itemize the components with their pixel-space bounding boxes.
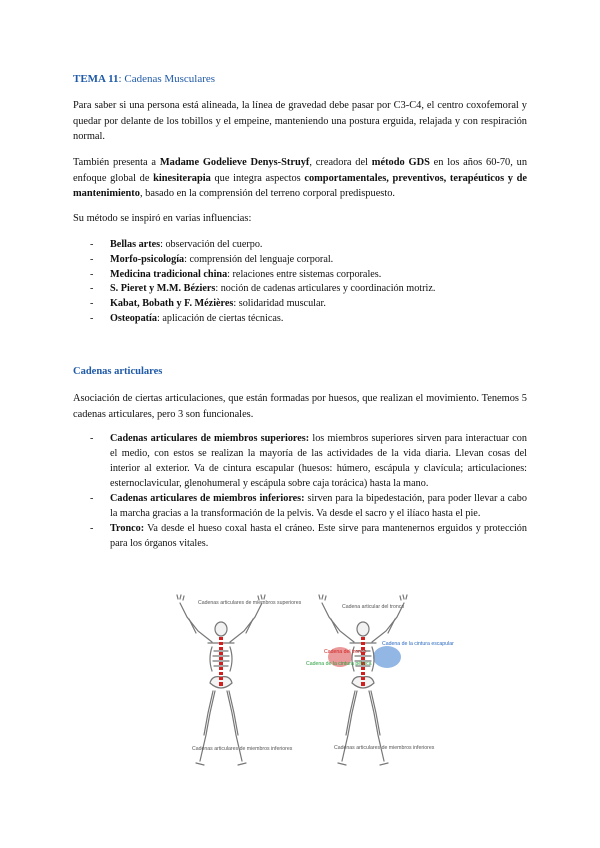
page-title xyxy=(73,73,215,85)
list-item: - Cadenas articulares de miembros superiores: los miembros superiores sirven para interactuar con el medio, con estos se realizan la mayoría de las actividades de la vida diaria. Llevan cosas del interior al exterior. Va de cintura escapular (huesos: húmero, escápula y clavícula; articulaciones: esternoclavicular, glenohumeral y escápula sobre caja torácica) hasta la mano. xyxy=(73,431,527,491)
intro-paragraph: Para saber si una persona está alineada, la línea de gravedad debe pasar por C3-C4, el centro coxofemoral y quedar por delante de los tobillos y el empeine, manteniendo una postura erguida, relajada y con respiración normal. xyxy=(73,100,527,142)
list-item: - Medicina tradicional china: relaciones entre sistemas corporales. xyxy=(73,268,527,283)
gds-paragraph: También presenta a Madame Godelieve Denys-Struyf, creadora del método GDS en los años 60-70, un enfoque global de kinesiterapia que integra aspectos comportamentales, preventivos, terapéuticos y de mantenimiento, basado en la comprensión del terreno corporal predispuesto. xyxy=(73,157,528,199)
title-number: TEMA 11 xyxy=(73,73,119,85)
list-item: - Bellas artes: observación del cuerpo. xyxy=(73,238,527,253)
label-pelvic-chain: Cadena de la cintura pélvica xyxy=(306,661,372,667)
skeleton-figure-limbs xyxy=(160,595,302,773)
label-lower-limbs-right: Cadenas articulares de miembros inferiores xyxy=(334,745,435,751)
section-heading: Cadenas articulares xyxy=(73,366,163,377)
list-item: - Morfo-psicología: comprensión del lenguaje corporal. xyxy=(73,253,527,268)
section-intro: Asociación de ciertas articulaciones, que están formadas por huesos, que realizan el movimiento. Tenemos 5 cadenas articulares, pero 3 son funcionales. xyxy=(73,393,527,420)
label-trunk: Cadena articular del tronco xyxy=(342,604,405,610)
list-item: - Tronco: Va desde el hueso coxal hasta el cráneo. Este sirve para mantenernos erguidos y protección para los órganos vitales. xyxy=(73,521,527,551)
list-item: - Kabat, Bobath y F. Mézières: solidaridad muscular. xyxy=(73,297,527,312)
list-item: - Cadenas articulares de miembros inferiores: sirven para la bipedestación, para poder llevar a cabo la marcha gracias a la transformación de la pelvis. Va desde el sacro y el ilíaco hasta el pie. xyxy=(73,491,527,521)
gds-author: Madame Godelieve Denys-Struyf xyxy=(159,157,310,168)
blue-region xyxy=(373,646,401,668)
influences-list xyxy=(73,238,527,327)
label-lower-limbs: Cadenas articulares de miembros inferiores xyxy=(192,746,293,752)
label-shoulder-chain: Cadena de la cintura escapular xyxy=(382,641,454,647)
gds-method: método GDS xyxy=(371,157,430,168)
label-upper-limbs: Cadenas articulares de miembros superiores xyxy=(198,600,302,606)
skeleton-figure-trunk xyxy=(300,595,454,773)
label-trunk-chain: Cadena del tronco xyxy=(324,649,367,655)
list-item: - S. Pieret y M.M. Béziers: noción de cadenas articulares y coordinación motriz. xyxy=(73,282,527,297)
gds-aspects: comportamentales, preventivos, terapéuticos y de mantenimiento xyxy=(73,172,527,199)
gds-kinesitherapy: kinesiterapia xyxy=(153,172,211,184)
list-item: - Osteopatía: aplicación de ciertas técnicas. xyxy=(73,312,527,327)
chains-list xyxy=(73,431,527,551)
influences-intro: Su método se inspiró en varias influencias: xyxy=(73,213,252,224)
title-text: : Cadenas Musculares xyxy=(118,73,216,85)
